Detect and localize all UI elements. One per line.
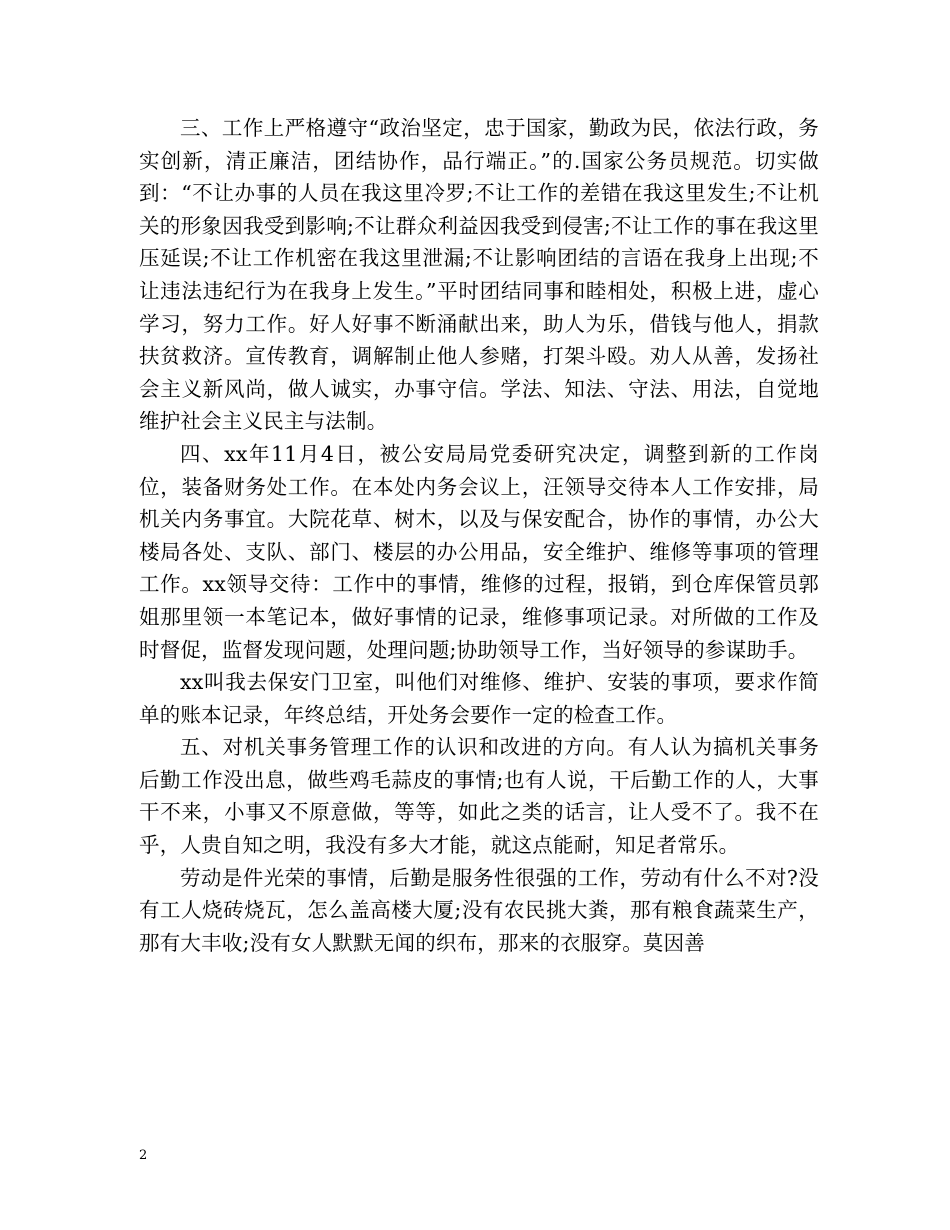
paragraph-security-records: xx叫我去保安门卫室，叫他们对维修、维护、安装的事项，要求作简单的账本记录，年终总结，开处务会要作一定的检查工作。 (139, 670, 819, 727)
paragraph-section-three: 三、工作上严格遵守“政治坚定，忠于国家，勤政为民，依法行政，务实创新，清正廉洁，团结协作，品行端正。”的.国家公务员规范。切实做到：“不让办事的人员在我这里冷罗;不让工作的差错在我这里发生;不让机关的形象因我受到影响;不让群众利益因我受到侵害;不让工作的事在我这里压延误;不让工作机密在我这里泄漏;不让影响团结的言语在我身上出现;不让违法违纪行为在我身上发生。”平时团结同事和睦相处，积极上进，虚心学习，努力工作。好人好事不断涌献出来，助人为乐，借钱与他人，捐款扶贫救济。宣传教育，调解制止他人参赌，打架斗殴。劝人从善，发扬社会主义新风尚，做人诚实，办事守信。学法、知法、守法、用法，自觉地维护社会主义民主与法制。 (139, 116, 819, 434)
paragraph-section-five: 五、对机关事务管理工作的认识和改进的方向。有人认为搞机关事务后勤工作没出息，做些鸡毛蒜皮的事情;也有人说，干后勤工作的人，大事干不来，小事又不原意做，等等，如此之类的话言，让人受不了。我不在乎，人贵自知之明，我没有多大才能，就这点能耐，知足者常乐。 (139, 735, 819, 858)
page-number: 2 (139, 1148, 148, 1163)
paragraph-section-four: 四、xx年11月4日，被公安局局党委研究决定，调整到新的工作岗位，装备财务处工作。在本处内务会议上，汪领导交待本人工作安排，局机关内务事宜。大院花草、树木，以及与保安配合，协作的事情，办公大楼局各处、支队、部门、楼层的办公用品，安全维护、维修等事项的管理工作。xx领导交待：工作中的事情，维修的过程，报销，到仓库保管员郭姐那里领一本笔记本，做好事情的记录，维修事项记录。对所做的工作及时督促，监督发现问题，处理问题;协助领导工作，当好领导的参谋助手。 (139, 441, 819, 662)
document-body (139, 112, 819, 959)
paragraph-labor: 劳动是件光荣的事情，后勤是服务性很强的工作，劳动有什么不对?没有工人烧砖烧瓦，怎么盖高楼大厦;没有农民挑大粪，那有粮食蔬菜生产，那有大丰收;没有女人默默无闻的织布，那来的衣服穿。莫因善 (139, 865, 819, 955)
